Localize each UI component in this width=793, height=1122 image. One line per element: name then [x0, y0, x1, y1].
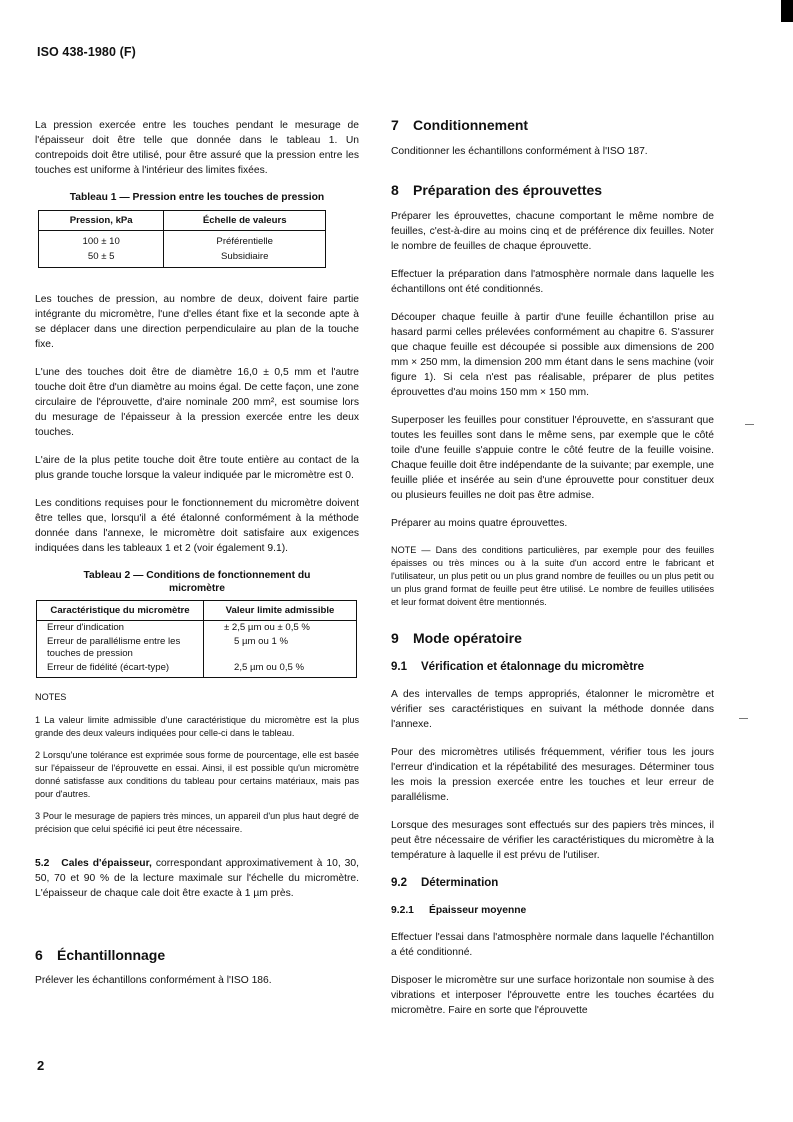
table-cell: Erreur de fidélité (écart-type)	[37, 661, 204, 678]
paragraph-touches: Les touches de pression, au nombre de deux, doivent faire partie intégrante du micromètre, l'une d'elles étant fixe et la seconde apte à se déplacer dans une direction perpendiculaire au plan de la touche fixe.	[35, 294, 359, 350]
section-9-2-1-paragraph-2: Disposer le micromètre sur une surface horizontale non soumise à des vibrations et interposer l'éprouvette entre les touches écartées du micromètre. Faire en sorte que l'éprouvette	[391, 975, 714, 1016]
table-cell: Préférentielle	[164, 231, 326, 250]
section-7-title: Conditionnement	[413, 117, 529, 133]
note-3: 3 Pour le mesurage de papiers très minces, un appareil d'un plus haut degré de précision que celui spécifié ici peut être nécessaire.	[35, 811, 359, 834]
paragraph-contact-area: L'aire de la plus petite touche doit être toute entière au contact de la plus grande touche lorsque la valeur indiquée par le micromètre est 0.	[35, 455, 359, 481]
table-2-conditions	[36, 600, 357, 678]
section-9-2-number: 9.2	[391, 877, 407, 889]
page-number: 2	[37, 1058, 45, 1073]
section-8-heading	[391, 183, 714, 198]
table-cell: Subsidiaire	[164, 249, 326, 268]
section-9-1-title: Vérification et étalonnage du micromètre	[421, 661, 645, 673]
section-8-title: Préparation des éprouvettes	[413, 182, 603, 198]
table-2-header-limit: Valeur limite admissible	[204, 601, 357, 621]
table-cell: 2,5 µm ou 0,5 %	[204, 661, 357, 678]
margin-mark	[745, 424, 754, 425]
table-row	[37, 635, 357, 661]
section-9-1-number: 9.1	[391, 661, 407, 673]
table-cell: Erreur d'indication	[37, 621, 204, 636]
note-1: 1 La valeur limite admissible d'une caractéristique du micromètre est la plus grande des deux valeurs indiquées pour celle-ci dans le tableau.	[35, 715, 359, 738]
section-9-2-1-heading	[391, 903, 714, 918]
section-8-paragraph-1: Préparer les éprouvettes, chacune comportant le même nombre de feuilles, c'est-à-dire au moins cinq et de préférence dix feuilles. Noter le nombre de feuilles de chaque éprouvette.	[391, 211, 714, 252]
section-5-2	[35, 856, 359, 901]
section-9-title: Mode opératoire	[413, 630, 522, 646]
section-9-1-paragraph-1: A des intervalles de temps appropriés, étalonner le micromètre et vérifier ses caractéristiques en suivant la méthode donnée dans l'annexe.	[391, 689, 714, 730]
section-8-paragraph-3: Découper chaque feuille à partir d'une feuille échantillon prise au hasard parmi celles prélevées conformément au chapitre 6. S'assurer que chaque feuille est découpée si possible aux dimensions de 200 mm × 250 mm, la dimension 200 mm étant dans le sens machine (voir figure 1). Si cela n'est pas réalisable, préparer de plus petites éprouvettes d'au moins 150 mm × 150 mm.	[391, 312, 714, 398]
paragraph-pressure: La pression exercée entre les touches pendant le mesurage de l'épaisseur doit être telle que donnée dans le tableau 1. Un contrepoids doit être utilisé, pour être assuré que la pression entre les touches est uniforme à l'intérieur des limites fixées.	[35, 120, 359, 176]
table-cell: 50 ± 5	[39, 249, 164, 268]
section-7-number: 7	[391, 117, 399, 133]
section-6-heading	[35, 948, 359, 963]
section-5-2-title: Cales d'épaisseur,	[61, 858, 152, 869]
section-8-paragraph-2: Effectuer la préparation dans l'atmosphère normale dans laquelle les échantillons ont été conditionnés.	[391, 269, 714, 295]
note-2: 2 Lorsqu'une tolérance est exprimée sous forme de pourcentage, elle est basée sur l'épaisseur de l'éprouvette en essai. Ainsi, il est possible qu'un micromètre donné satisfasse aux conditions du tableau pour certains matériaux, mais pas pour d'autres.	[35, 750, 359, 799]
section-9-2-1-title: Épaisseur moyenne	[429, 905, 527, 916]
margin-mark	[739, 718, 748, 719]
section-8-note: NOTE — Dans des conditions particulières, par exemple pour des feuilles épaisses ou très minces ou à la suite d'un accord entre le fabricant et l'utilisateur, un plus petit ou un plus grand nombre de feuilles ou un plus petit ou un plus grand format de feuille peut être utilisé. Le nombre de feuilles utilisées et leur format doivent être mentionnés.	[391, 545, 714, 607]
section-6-title: Échantillonnage	[57, 947, 166, 963]
section-9-2-1-number: 9.2.1	[391, 905, 414, 916]
section-8-paragraph-4: Superposer les feuilles pour constituer l'éprouvette, en s'assurant que toutes les feuilles sont dans le même sens, par exemple que le côté toile d'une feuille s'appuie contre le côté feutre de la feuille voisine. Chaque feuille doit être indépendante de la suivante; par exemple, une feuille pliée et insérée au sein d'une éprouvette pour constituer deux ou plusieurs feuilles ne doit pas être admise.	[391, 415, 714, 501]
table-cell: Erreur de parallélisme entre les touches de pression	[37, 635, 204, 661]
table-1-pressure	[38, 210, 326, 268]
section-7-heading	[391, 118, 714, 133]
table-2-caption	[35, 569, 359, 595]
left-column	[35, 118, 359, 1001]
table-1-header-pressure: Pression, kPa	[39, 211, 164, 231]
table-cell: ± 2,5 µm ou ± 0,5 %	[204, 621, 357, 636]
section-7-text: Conditionner les échantillons conformément à l'ISO 187.	[391, 146, 648, 157]
section-5-2-number: 5.2	[35, 858, 50, 869]
section-9-1-heading	[391, 660, 714, 675]
table-2-caption-line1: Tableau 2 — Conditions de fonctionnement du	[83, 570, 311, 581]
section-6-text: Prélever les échantillons conformément à l'ISO 186.	[35, 975, 272, 986]
section-9-2-heading	[391, 876, 714, 891]
section-5-2-text: correspondant approximativement à 10, 30, 50, 70 et 90 % de la lecture maximale sur l'échelle du micromètre. L'épaisseur de chaque cale doit être exacte à 1 µm près.	[35, 858, 359, 899]
section-9-1-paragraph-2: Pour des micromètres utilisés fréquemment, vérifier tous les jours l'erreur d'indication et la répétabilité des mesurages. Déterminer tous les mois la pression exercée entre les touches et leur erreur de parallélisme.	[391, 747, 714, 803]
section-8-paragraph-5: Préparer au moins quatre éprouvettes.	[391, 518, 568, 529]
right-column	[391, 118, 714, 1031]
section-6-number: 6	[35, 947, 43, 963]
paragraph-diameter: L'une des touches doit être de diamètre 16,0 ± 0,5 mm et l'autre touche doit être d'un diamètre au moins égal. De cette façon, une zone circulaire de l'éprouvette, d'aire nominale 200 mm², est soumise lors du mesurage de l'épaisseur à la pression exercée entre les deux touches.	[35, 367, 359, 438]
section-8-number: 8	[391, 182, 399, 198]
table-row	[39, 231, 326, 250]
section-9-heading	[391, 631, 714, 646]
section-9-number: 9	[391, 630, 399, 646]
table-cell: 100 ± 10	[39, 231, 164, 250]
table-1-header-scale: Échelle de valeurs	[164, 211, 326, 231]
table-1-caption: Tableau 1 — Pression entre les touches de pression	[69, 192, 325, 203]
table-cell: 5 µm ou 1 %	[204, 635, 357, 661]
document-id-header: ISO 438-1980 (F)	[37, 45, 136, 59]
table-row	[39, 249, 326, 268]
table-row	[37, 661, 357, 678]
table-2-caption-line2: micromètre	[168, 583, 226, 594]
section-9-2-1-paragraph-1: Effectuer l'essai dans l'atmosphère normale dans laquelle l'échantillon a été conditionné.	[391, 932, 714, 958]
table-2-header-characteristic: Caractéristique du micromètre	[37, 601, 204, 621]
section-9-2-title: Détermination	[421, 877, 499, 889]
page-corner-mark	[781, 0, 793, 22]
notes-title: NOTES	[35, 692, 67, 702]
paragraph-requirements: Les conditions requises pour le fonctionnement du micromètre doivent être telles que, lorsqu'il a été étalonné conformément à la méthode donnée dans l'annexe, le micromètre doit satisfaire aux exigences indiquées dans les tableaux 1 et 2 (voir également 9.1).	[35, 498, 359, 554]
section-9-1-paragraph-3: Lorsque des mesurages sont effectués sur des papiers très minces, il peut être nécessaire de vérifier les caractéristiques du micromètre à la température à laquelle il est prévu de l'utiliser.	[391, 820, 714, 861]
table-row	[37, 621, 357, 636]
